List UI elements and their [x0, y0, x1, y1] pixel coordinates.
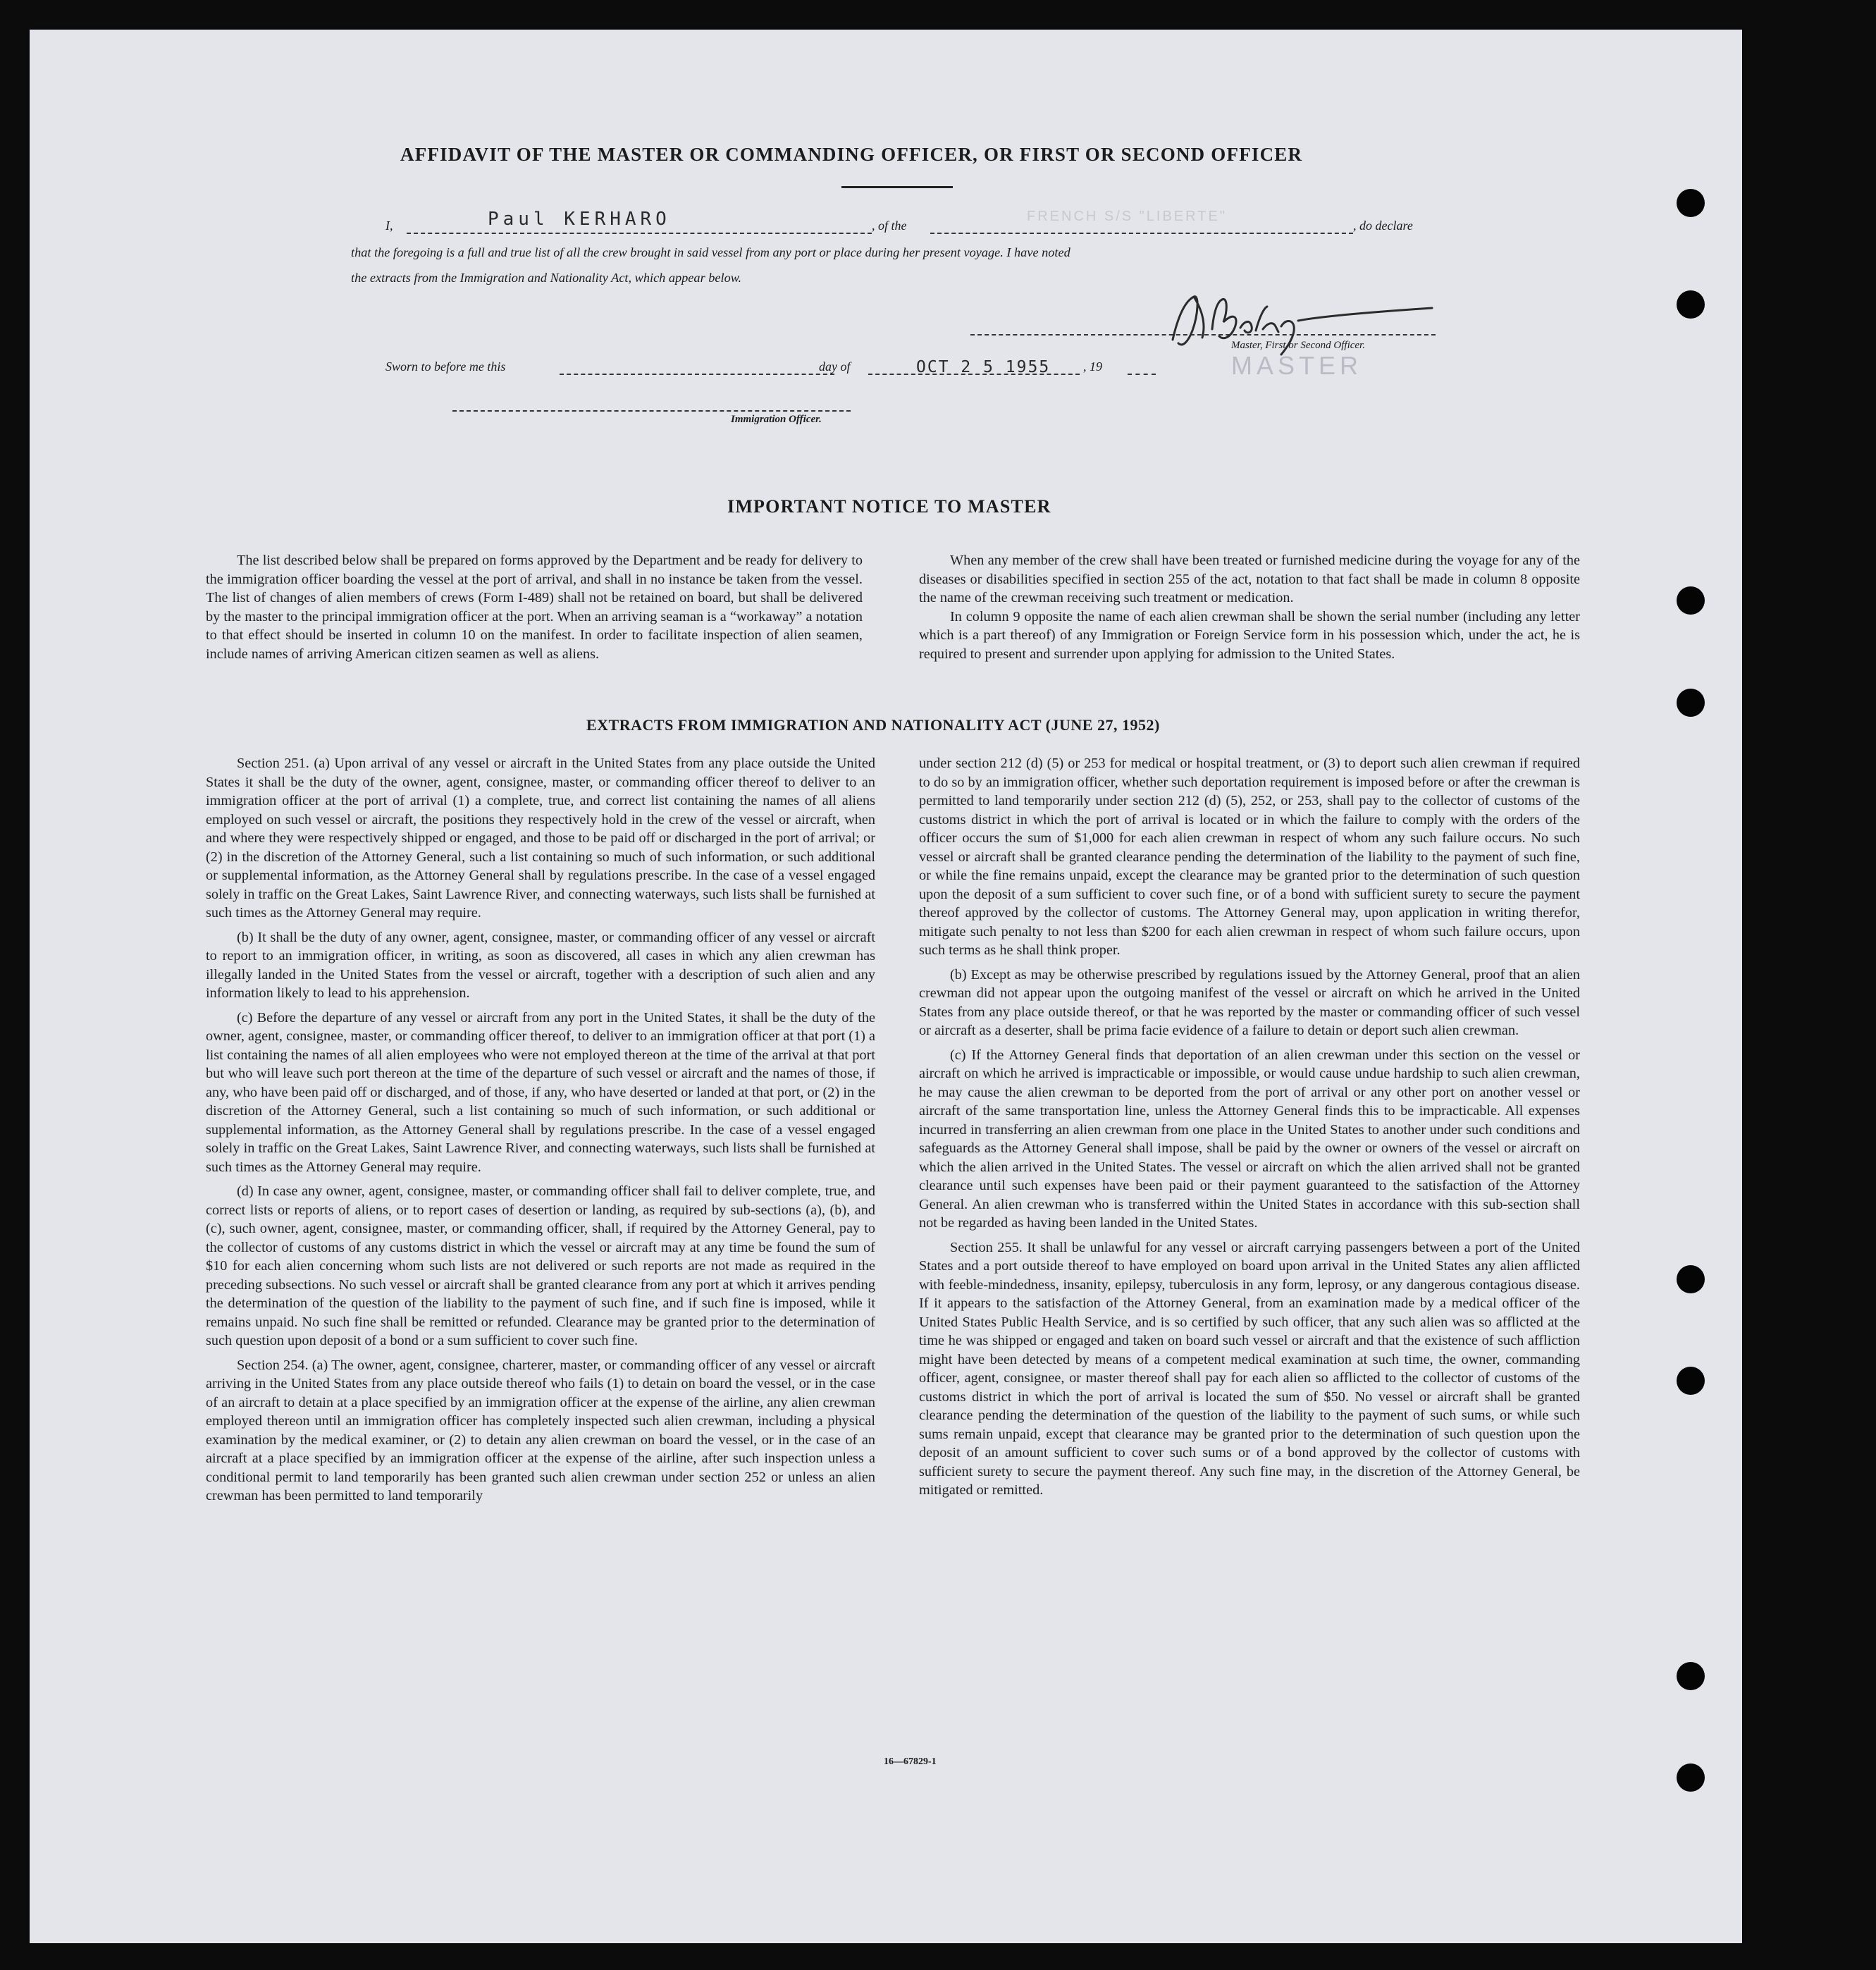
section-251c: (c) Before the departure of any vessel or aircraft from any port in the United States, it shall be the duty of the owner, agent, consignee, master, or commanding officer thereof, to deliver to an immigration officer at that port (1) a list containing the names of all alien employees who were not employed thereon at the time of the arrival at that port but who will leave such port thereon at the time of the departure of such vessel or aircraft and the names of those, if any, who have been paid off or discharged, and of those, if any, who have deserted or landed at that port, or (2) in the discretion of the Attorney General, such a list containing so much of such information, or such additional or supplemental information, as the Attorney General shall by regulations prescribe. In the case of a vessel engaged solely in traffic on the Great Lakes, Saint Lawrence River, and connecting waterways, such lists shall be furnished at such times as the Attorney General may require. [206, 1009, 875, 1175]
notice-paragraph: In column 9 opposite the name of each alien crewman shall be shown the serial number (including any letter which is a part thereof) of any Immigration or Foreign Service form in his possession which, under the act, he is required to present and surrender upon applying for admission to the United States. [919, 608, 1580, 662]
section-254b: (b) Except as may be otherwise prescribed by regulations issued by the Attorney General, proof that an alien crewman did not appear upon the outgoing manifest of the vessel or aircraft on which he arrived in the United States from any place outside thereof, or that he was reported by the master or commanding officer of such vessel or aircraft as a deserter, shall be prima facie evidence of a failure to detain or deport such alien crewman. [919, 966, 1580, 1038]
do-declare-label: , do declare [1353, 218, 1413, 233]
punch-hole [1677, 290, 1705, 319]
affidavit-line-3: the extracts from the Immigration and Nationality Act, which appear below. [351, 271, 742, 285]
extracts-title: EXTRACTS FROM IMMIGRATION AND NATIONALITY ACT (JUNE 27, 1952) [586, 716, 1160, 734]
name-line [407, 233, 872, 234]
master-name: Paul KERHARO [488, 209, 671, 230]
punch-hole [1677, 189, 1705, 217]
of-the-label: , of the [872, 218, 907, 233]
punch-hole [1677, 689, 1705, 717]
sworn-label: Sworn to before me this [385, 359, 506, 374]
master-stamp: MASTER [1231, 351, 1363, 380]
notice-paragraph: The list described below shall be prepared on forms approved by the Department and be ready for delivery to the immigration officer boarding the vessel at the port of arrival, and shall in no instance be taken from the vessel. The list of changes of alien members of crews (Form I-489) shall not be retained on board, but shall be delivered by the master to the principal immigration officer at the port. When an arriving seaman is a “workaway” a notation to that effect should be inserted in column 10 on the manifest. In order to facilitate inspection of alien seamen, include names of arriving American citizen seamen as well as aliens. [206, 553, 863, 662]
notice-paragraph: When any member of the crew shall have been treated or furnished medicine during the voyage for any of the diseases or disabilities specified in section 255 of the act, notation to that fact shall be made in column 8 opposite the name of the crewman receiving such treatment or medication. [919, 553, 1580, 605]
officer-signature-line [452, 410, 851, 412]
signature-caption: Master, First or Second Officer. [1231, 340, 1365, 351]
sworn-day-line [560, 374, 834, 375]
extracts-right-column [919, 754, 1580, 1506]
day-of-label: day of [819, 359, 851, 374]
section-251d: (d) In case any owner, agent, consignee, master, or commanding officer shall fail to deliver complete, true, and correct lists or reports of aliens, or to report cases of desertion or landing, as required by sub-sections (a), (b), and (c), such owner, agent, consignee, master, or commanding officer, shall, if required by the Attorney General, pay to the collector of customs of any customs district in which the vessel or aircraft may at any time be found the sum of $10 for each alien concerning whom such lists are not delivered or such reports are not made as required in the preceding subsections. No such vessel or aircraft shall be granted clearance from any port at which it arrives pending the determination of the question of the liability to the payment of such fine, and if such fine is imposed, while it remains unpaid. No such fine shall be remitted or refunded. Clearance may be granted prior to the determination of such question upon deposit of a bond or a sum sufficient to cover such fine. [206, 1183, 875, 1348]
document-page [30, 30, 1742, 1943]
sworn-year-line [1128, 374, 1156, 375]
extracts-left-column [206, 754, 875, 1511]
year-label: , 19 [1083, 359, 1102, 374]
title-rule [841, 186, 953, 188]
punch-hole [1677, 586, 1705, 615]
i-label: I, [385, 218, 393, 233]
form-number: 16—67829-1 [884, 1756, 937, 1767]
section-251b: (b) It shall be the duty of any owner, agent, consignee, master, or commanding officer of any vessel or aircraft to report to an immigration officer, in writing, as soon as discovered, all cases in which any alien crewman has illegally landed in the United States from the vessel or aircraft, together with a description of such alien and any information likely to lead to his apprehension. [206, 929, 875, 1001]
punch-hole [1677, 1763, 1705, 1792]
notice-left-column [206, 551, 863, 669]
punch-hole [1677, 1367, 1705, 1395]
section-255: Section 255. It shall be unlawful for any vessel or aircraft carrying passengers between a port of the United States and a port outside thereof to have employed on board upon arrival in the United States any alien afflicted with feeble-mindedness, insanity, epilepsy, tuberculosis in any form, leprosy, or any dangerous contagious disease. If it appears to the satisfaction of the Attorney General, from an examination made by a medical officer of the United States Public Health Service, and is so certified by such officer, that any such alien was so afflicted at the time he was shipped or engaged and taken on board such vessel or aircraft and that the existence of such affliction might have been detected by means of a competent medical examination at such time, the owner, commanding officer, agent, consignee, or master thereof shall pay for each alien so afflicted to the collector of customs of the customs district in which the port of arrival is located the sum of $50. No vessel or aircraft shall be granted clearance pending the determination of the question of the liability to the payment of such sums, or while such sums remain unpaid, except that clearance may be granted prior to the determination of such question upon the deposit of an amount sufficient to cover such sums or of a bond approved by the collector of customs with sufficient surety to secure the payment thereof. Any such fine may, in the discretion of the Attorney General, be mitigated or remitted. [919, 1239, 1580, 1498]
section-254a-continued: under section 212 (d) (5) or 253 for medical or hospital treatment, or (3) to deport such alien crewman if required to do so by an immigration officer, whether such deportation requirement is imposed before or after the crewman is permitted to land temporarily under section 212 (d) (5), 252, or 253, shall pay to the collector of customs of the customs district in which the port of arrival is located or in which the failure to comply with the orders of the officer occurs the sum of $1,000 for each alien crewman in respect of whom any such failure occurs. No such vessel or aircraft shall be granted clearance pending the determination of the liability to the payment of such fine, or while the fine remains unpaid, except the clearance may be granted prior to the determination of such question upon the deposit of a sum sufficient to cover such fine, or of a bond with sufficient surety to secure the payment thereof approved by the collector of customs. The Attorney General may, upon application in writing therefor, mitigate such penalty to not less than $200 for each alien crewman in respect of whom such failure occurs, upon such terms as he shall think proper. [919, 756, 1580, 958]
notice-right-column [919, 551, 1580, 669]
punch-hole [1677, 1662, 1705, 1690]
punch-hole [1677, 1265, 1705, 1293]
officer-caption: Immigration Officer. [731, 414, 822, 425]
affidavit-line-2: that the foregoing is a full and true list of all the crew brought in said vessel from any port or place during her present voyage. I have noted [351, 245, 1070, 259]
section-254c: (c) If the Attorney General finds that deportation of an alien crewman under this section on the vessel or aircraft on which he arrived is impracticable or impossible, or would cause undue hardship to such alien crewman, he may cause the alien crewman to be deported from the port of arrival or any other port on another vessel or aircraft of the same transportation line, unless the Attorney General finds this to be impracticable. All expenses incurred in transferring an alien crewman from one place in the United States to another under such conditions and safeguards as the Attorney General shall impose, shall be paid by the owner or owners of the vessel or aircraft on which the alien arrived in the United States. The vessel or aircraft on which the alien arrived shall not be granted clearance until such expenses have been paid or their payment guaranteed to the satisfaction of the Attorney General. An alien crewman who is transferred within the United States in accordance with this sub-section shall not be regarded as having been landed in the United States. [919, 1047, 1580, 1231]
vessel-stamp: FRENCH S/S "LIBERTE" [1027, 209, 1227, 224]
section-254a: Section 254. (a) The owner, agent, consignee, charterer, master, or commanding officer of any vessel or aircraft arriving in the United States from any place outside thereof who fails (1) to detain on board the vessel, or in the case of an aircraft to detain at a place specified by an immigration officer at the expense of the airline, any alien crewman employed thereon until an immigration officer has completely inspected such alien crewman, including a physical examination by the medical examiner, or (2) to detain any alien crewman on board the vessel, or in the case of an aircraft at a place specified by an immigration officer at the expense of the airline, after such inspection unless a conditional permit to land temporarily has been granted such alien crewman under section 252 or unless an alien crewman has been permitted to land temporarily [206, 1357, 875, 1503]
section-251a: Section 251. (a) Upon arrival of any vessel or aircraft in the United States from any place outside the United States it shall be the duty of the owner, agent, consignee, master, or commanding officer thereof to deliver to an immigration officer at the port of arrival (1) a complete, true, and correct list containing the names of all aliens employed on such vessel or aircraft, the positions they respectively hold in the crew of the vessel or aircraft, when and where they were respectively shipped or engaged, and those to be paid off or discharged in the port of arrival; or (2) in the discretion of the Attorney General, such a list containing so much of such information, or such additional or supplemental information, as the Attorney General shall by regulations prescribe. In the case of a vessel engaged solely in traffic on the Great Lakes, Saint Lawrence River, and connecting waterways, such lists shall be furnished at such times as the Attorney General may require. [206, 756, 875, 921]
notice-title: IMPORTANT NOTICE TO MASTER [727, 496, 1051, 517]
vessel-line [930, 233, 1353, 234]
date-stamp: OCT 2 5 1955 [916, 358, 1051, 376]
affidavit-title: AFFIDAVIT OF THE MASTER OR COMMANDING OFFICER, OR FIRST OR SECOND OFFICER [400, 144, 1303, 165]
